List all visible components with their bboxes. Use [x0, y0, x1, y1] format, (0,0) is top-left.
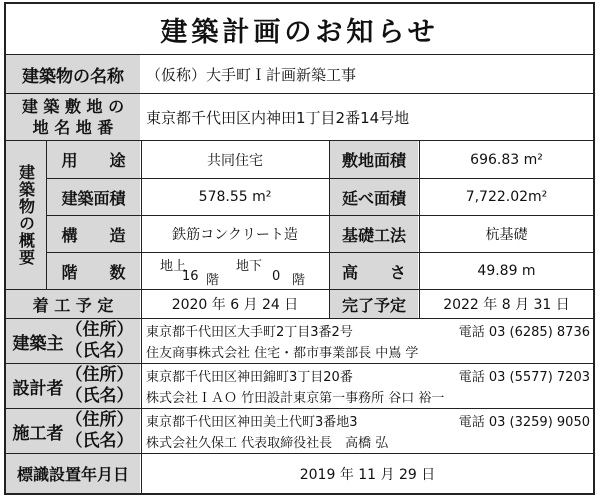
height-label: 高 さ [330, 253, 418, 289]
floors-below-value: 0 [272, 269, 281, 284]
divider [329, 141, 330, 289]
floors-value [142, 253, 328, 289]
contractor-address: 東京都千代田区神田美土代町3番地3 [146, 414, 358, 430]
contractor-role: 施工者 [12, 423, 64, 444]
divider [141, 409, 142, 453]
floors-below-label: 地下 [236, 259, 263, 274]
end-value: 2022 年 8 月 31 日 [443, 297, 570, 313]
sign-date-value: 2019 年 11 月 29 日 [299, 466, 436, 483]
owner-phone: 電話 03 (6285) 8736 [458, 324, 590, 340]
start-value: 2020 年 6 月 24 日 [171, 297, 299, 313]
height-value: 49.89 m [477, 263, 536, 279]
floors-above [146, 254, 234, 288]
owner-address: 東京都千代田区大手町2丁目3番2号 [146, 324, 353, 340]
owner-name-label: （氏名） [65, 341, 134, 361]
designer-address: 東京都千代田区神田錦町3丁目20番 [146, 369, 353, 385]
divider [419, 141, 420, 289]
notice-title: 建築計画のお知らせ [160, 16, 439, 48]
start-label: 着 工 予 定 [6, 290, 140, 318]
notice-board [4, 2, 595, 495]
owner-sublabels [66, 320, 134, 362]
owner-name: 住友商事株式会社 住宅・都市事業部長 中嶌 学 [146, 345, 419, 361]
site-address-value: 東京都千代田区内神田1丁目2番14号地 [146, 108, 410, 127]
floors-label: 階 数 [47, 253, 140, 289]
divider [329, 290, 330, 318]
floor-area-value: 7,722.02m² [465, 189, 548, 205]
designer-role: 設計者 [12, 378, 64, 399]
building-area-value: 578.55 m² [198, 189, 272, 205]
contractor-address-label: （住所） [65, 410, 134, 430]
contractor-name: 株式会社久保工 代表取締役社長 高橋 弘 [146, 435, 389, 451]
designer-label [6, 364, 140, 408]
end-label: 完了予定 [330, 290, 418, 318]
floors-below-unit: 階 [292, 273, 306, 288]
owner-label [6, 319, 140, 363]
contractor-label [6, 409, 140, 453]
divider [141, 141, 142, 289]
designer-sublabels [66, 365, 134, 407]
site-area-value: 696.83 m² [470, 151, 543, 168]
site-area-label: 敷地面積 [330, 141, 418, 178]
divider [141, 454, 142, 493]
structure-value: 鉄筋コンクリート造 [172, 227, 298, 243]
site-address-label [6, 94, 140, 140]
divider [141, 290, 142, 318]
owner-role: 建築主 [12, 333, 64, 354]
designer-phone: 電話 03 (5577) 7203 [458, 369, 590, 385]
floors-above-value: 16 [182, 269, 199, 284]
site-address-label-line2: 地 名 地 番 [32, 118, 114, 137]
floors-above-unit: 階 [206, 273, 220, 288]
contractor-name-label: （氏名） [65, 431, 134, 451]
foundation-value: 杭基礎 [485, 227, 528, 243]
floor-area-label: 延べ面積 [330, 179, 418, 215]
designer-name: 株式会社ＩＡＯ 竹田設計東京第一事務所 谷口 裕一 [146, 390, 445, 406]
floors-above-label: 地上 [160, 259, 187, 274]
floors-below [234, 254, 324, 288]
divider [141, 364, 142, 408]
use-label: 用 途 [47, 141, 140, 178]
building-name-label: 建築物の名称 [6, 55, 140, 93]
use-value: 共同住宅 [207, 152, 263, 169]
overview-label: 建築物の概要 [6, 141, 46, 289]
sign-date-label: 標識設置年月日 [6, 454, 140, 493]
building-name-value: （仮称）大手町Ｉ計画新築工事 [146, 65, 357, 84]
foundation-label: 基礎工法 [330, 216, 418, 252]
designer-name-label: （氏名） [65, 386, 134, 406]
site-address-label-line1: 建 築 敷 地 の [21, 97, 125, 116]
designer-address-label: （住所） [65, 365, 134, 385]
contractor-phone: 電話 03 (3259) 9050 [458, 414, 590, 430]
contractor-sublabels [66, 410, 134, 452]
owner-address-label: （住所） [65, 320, 134, 340]
divider [141, 319, 142, 363]
structure-label: 構 造 [47, 216, 140, 252]
divider [419, 290, 420, 318]
building-area-label: 建築面積 [47, 179, 140, 215]
